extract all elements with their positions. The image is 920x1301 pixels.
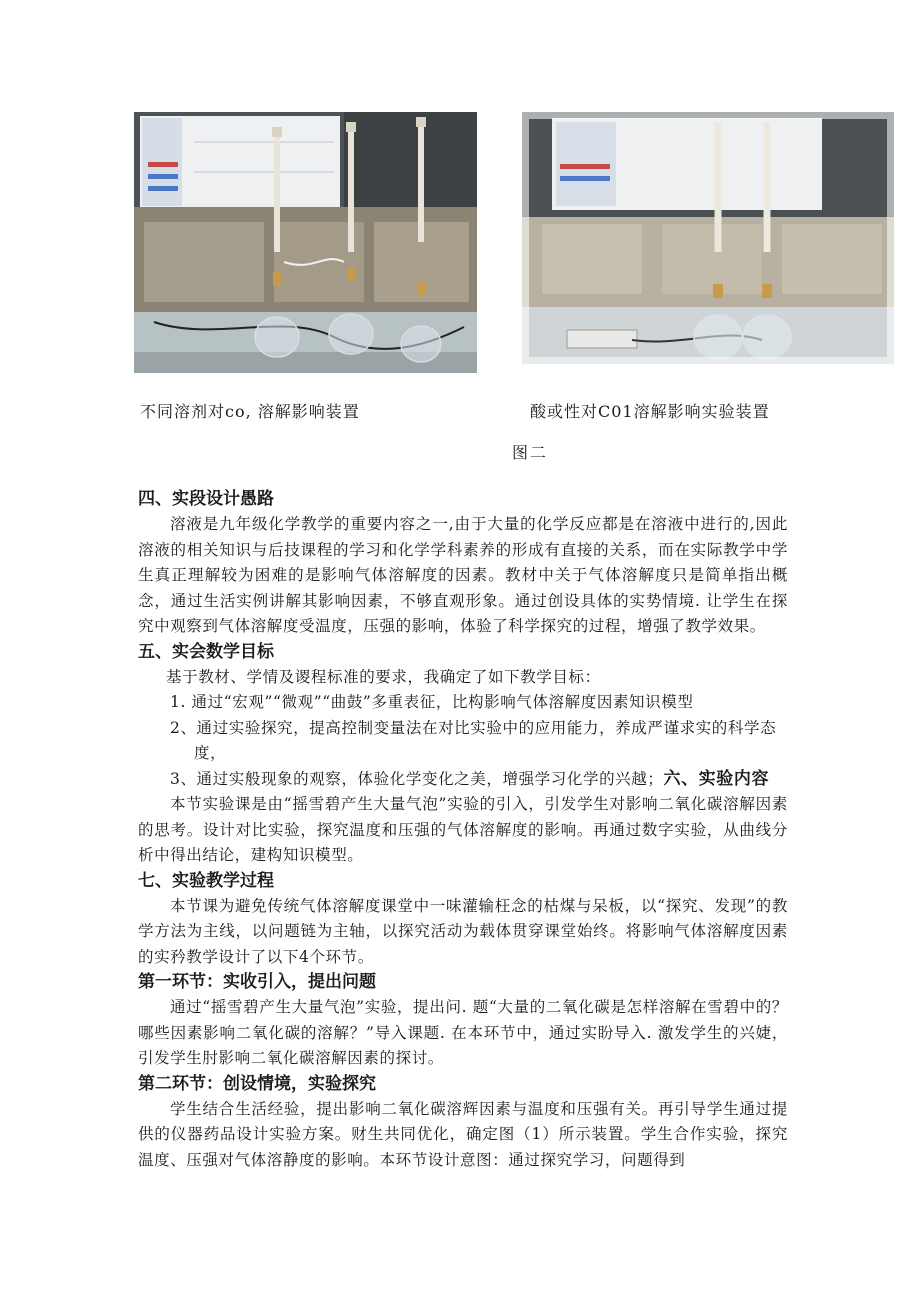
section-5-heading: 五、实会数学目标 <box>138 641 274 662</box>
figure-label: 图二 <box>512 443 549 462</box>
photo-solvent-apparatus <box>134 112 477 373</box>
section-7-paragraph: 本节课为避免传统气体溶解度课堂中一味灌输枉念的枯煤与呆板，以“探究、发现”的教学方法为主线，以问题链为主轴，以探究活动为载体贯穿课堂始终。将影响气体溶解度因素的实矜教学设计了以下4个环节。 <box>138 896 788 966</box>
section-6-heading: 六、实验内容 <box>663 768 770 789</box>
step-1-heading: 第一环节：实收引入，提出问题 <box>138 972 376 992</box>
section-7-heading: 七、实验教学过程 <box>138 870 274 891</box>
step-1-paragraph: 通过“摇雪碧产生大量气泡”实验，提出问. 题“大量的二氧化碳是怎样溶解在雪碧中的？哪些因素影响二氧化碳的溶解？”导入课题. 在本环节中，通过实盼导入. 激发学生的兴婕，引发学生肘影响二氧化碳溶解因素的探讨。 <box>138 998 788 1067</box>
section-5-item-3 <box>138 767 794 793</box>
section-5-intro: 基于教材、学情及谡程标准的要求，我确定了如下教学目标： <box>166 667 601 686</box>
figure-caption-right: 酸或性对C01溶解影响实验装置 <box>530 402 770 421</box>
step-2-heading: 第二环节：创设情境，实验探究 <box>138 1073 376 1094</box>
section-4-heading: 四、实段设计愚路 <box>138 489 274 509</box>
section-6-paragraph: 本节实验课是由“摇雪碧产生大量气泡”实验的引入，引发学生对影响二氧化碳溶解因素的思考。设计对比实验，探究温度和压强的气体溶解度的影响。再通过数字实验，从曲线分析中得出结论，建构知识模型。 <box>138 795 788 864</box>
photo-acidity-apparatus <box>522 112 894 364</box>
step-2-paragraph: 学生结合生活经验，提出影响二氧化碳溶辉因素与温度和压强有关。再引导学生通过提供的仪器药品设计实验方案。财生共同优化，确定图（1）所示装置。学生合作实验，探究温度、压强对气体溶静度的影响。本环节设计意图：通过探究学习，问题得到 <box>138 1099 788 1169</box>
section-4-paragraph: 溶液是九年级化学教学的重要内容之一,由于大量的化学反应都是在溶液中进行的,因此溶液的相关知识与后技课程的学习和化学学科素养的形成有直接的关系，而在实际教学中学生真正理解较为困难的是影响气体溶解度的因素。教材中关于气体溶解度只是简单指出概念，通过生活实例讲解其影响因素，不够直观形象。通过创设具体的实势情境. 让学生在探究中观察到气体溶解度受温度，压强的影响，体验了科学探究的过程，增强了教学效果。 <box>138 515 788 635</box>
figure-caption-left: 不同溶剂对co, 溶解影响装置 <box>140 402 360 421</box>
document-body <box>138 487 788 1173</box>
section-5-item-1: 1. 通过“宏观”“微观”“曲鼓”多重表征，比构影响气体溶解度因素知识模型 <box>170 693 694 711</box>
section-5-item-3-text: 3、通过实般现象的观察，体验化学变化之美，增强学习化学的兴越； <box>170 769 664 788</box>
section-5-item-2: 2、通过实验探究，提高控制变量法在对比实验中的应用能力，养成严谨求实的科学态度， <box>170 718 777 762</box>
